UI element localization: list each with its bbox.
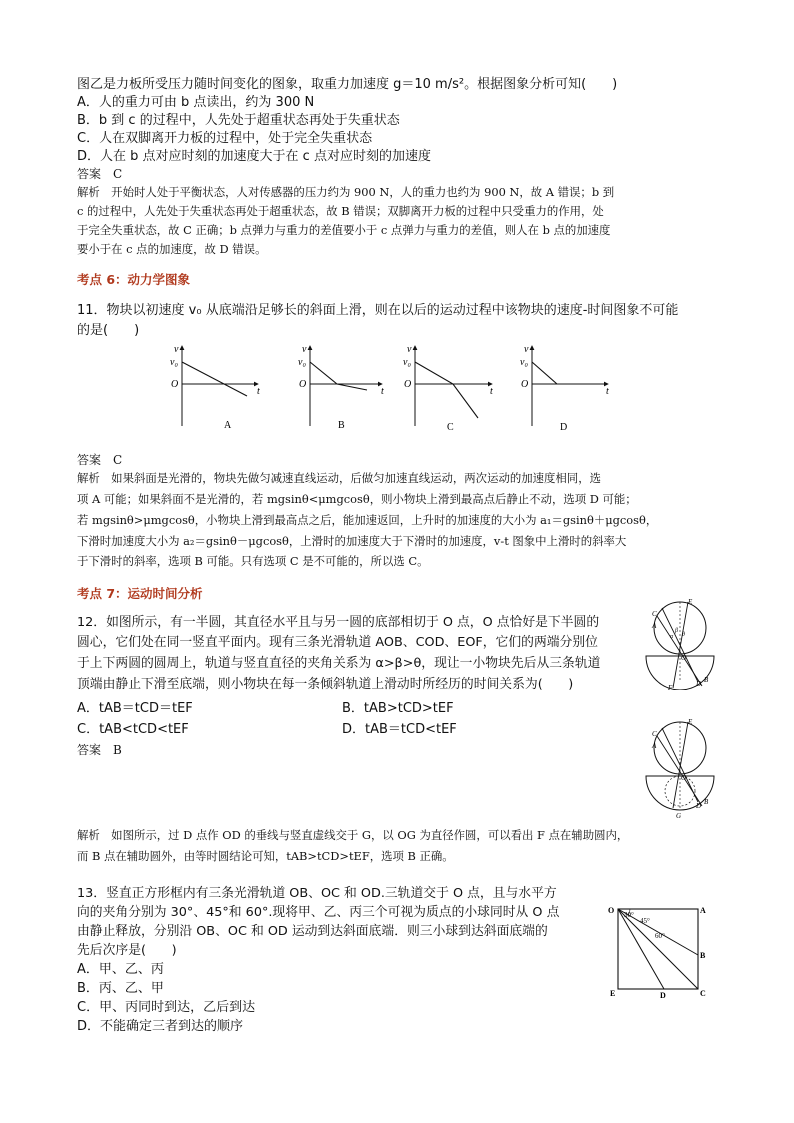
origin-label: O [299,379,307,390]
solution-line: 而 B 点在辅助圆外，由等时圆结论可知，tAB>tCD>tEF，选项 B 正确。 [77,849,454,863]
q13-option-c: C．甲、丙同时到达，乙后到达 [77,1000,256,1015]
q12-stem-line2: 圆心，它们处在同一竖直平面内。现有三条光滑轨道 AOB、COD、EOF，它们的两端分别位 [77,635,598,650]
label-beta: β [675,628,678,634]
solution-line: 解析 如果斜面是光滑的，物块先做匀减速直线运动，后做匀加速直线运动，两次运动的加速度相同，选 [77,471,601,485]
label-e: E [688,598,693,606]
solution-line: 要小于在 c 点的加速度，故 D 错误。 [77,242,267,256]
solution-line: 解析 如图所示，过 D 点作 OD 的垂线与竖直虚线交于 G，以 OG 为直径作圆，可以看出 F 点在辅助圆内， [77,828,629,842]
graph-d [520,344,609,433]
label-e: E [610,989,616,998]
graph-b [298,344,384,431]
graph-c [403,344,493,433]
v0-label: v₀ [170,357,178,368]
axis-v: v [174,344,179,355]
v0-label: v₀ [298,357,306,368]
q12-stem-line4: 顶端由静止下滑至底端，则小物块在每一条倾斜轨道上滑动时所经历的时间关系为( ) [77,677,574,692]
q11-vt-graphs [150,340,620,435]
angle-60: 60° [655,932,665,940]
q12-stem-line1: 12．如图所示，有一半圆，其直径水平且与另一圆的底部相切于 O 点，O 点恰好是下半圆的 [77,615,600,630]
q13-square-figure [602,898,717,1002]
solution-line: 解析 开始时人处于平衡状态，人对传感器的压力约为 900 N，人的重力也约为 900 N，故 A 错误；b 到 [77,185,615,199]
vt-line [532,362,580,384]
q12-answer: 答案 B [77,743,122,757]
v0-label: v₀ [520,357,528,368]
label-c: C [652,610,657,618]
axis-t: t [381,386,384,397]
vt-line [310,362,367,390]
q12-option-c: C．tAB<tCD<tEF [77,722,189,737]
q12-option-d: D．tAB＝tCD<tEF [342,722,457,737]
v0-label: v₀ [403,357,411,368]
q10-answer: 答案 C [77,167,123,181]
q13-stem-line2: 向的夹角分别为 30°、45°和 60°.现将甲、乙、丙三个可视为质点的小球同时从 O 点 [77,905,560,920]
label-alpha: α [670,634,674,640]
axis-v: v [524,344,529,355]
label-d: D [696,680,702,688]
q12-option-b: B．tAB>tCD>tEF [342,701,454,716]
label-o: O [681,774,687,782]
label-b: B [704,676,709,684]
section-heading-topic7: 考点 7：运动时间分析 [77,586,203,601]
origin-label: O [404,379,412,390]
graph-a [170,344,260,431]
solution-line: 项 A 可能；如果斜面不是光滑的，若 mgsinθ<μmgcosθ，则小物块上滑到最高点后静止不动，选项 D 可能； [77,492,637,506]
solution-line: 下滑时加速度大小为 a₂＝gsinθ－μgcosθ，上滑时的加速度大于下滑时的加速度，v-t 图象中上滑时的斜率大 [77,534,627,548]
q13-stem-line3: 由静止释放，分别沿 OB、OC 和 OD 运动到达斜面底端．则三小球到达斜面底端的 [77,924,548,939]
origin-label: O [171,379,179,390]
q11-stem-line1: 11．物块以初速度 v₀ 从底端沿足够长的斜面上滑，则在以后的运动过程中该物块的速度-时间图象不可能 [77,303,679,318]
q13-option-b: B．丙、乙、甲 [77,981,164,996]
graph-label: D [560,422,568,433]
q12-figure-top [640,598,722,690]
section-heading-topic6: 考点 6：动力学图象 [77,272,191,287]
label-b: B [704,798,709,806]
label-f: F [668,684,673,690]
label-g: G [676,812,682,820]
label-c: C [700,989,706,998]
graph-label: C [447,422,454,433]
vt-line [182,362,247,396]
label-e: E [688,718,693,726]
label-o: O [681,654,687,662]
q11-answer: 答案 C [77,453,123,467]
q12-option-a: A．tAB＝tCD＝tEF [77,701,193,716]
graph-label: A [224,420,232,431]
solution-line: 若 mgsinθ>μmgcosθ，小物块上滑到最高点之后，能加速返回，上升时的加速度的大小为 a₁＝gsinθ＋μgcosθ， [77,513,658,527]
axis-t: t [490,386,493,397]
q13-stem-line4: 先后次序是( ) [77,943,177,958]
q13-option-d: D．不能确定三者到达的顺序 [77,1019,244,1034]
angle-45: 45° [640,917,650,925]
q13-stem-line1: 13．竖直正方形框内有三条光滑轨道 OB、OC 和 OD.三轨道交于 O 点，且与水平方 [77,886,557,901]
axis-t: t [606,386,609,397]
q10-option-a: A．人的重力可由 b 点读出，约为 300 N [77,95,315,110]
q12-stem-line3: 于上下两圆的圆周上，轨道与竖直直径的夹角关系为 α>β>θ，现让一小物块先后从三条轨道 [77,656,601,671]
q10-stem: 图乙是力板所受压力随时间变化的图象，取重力加速度 g＝10 m/s²。根据图象分析可知( ) [77,77,618,92]
q10-option-c: C．人在双脚离开力板的过程中，处于完全失重状态 [77,131,373,146]
label-d: D [696,802,702,810]
q12-figure-solution [640,714,722,820]
solution-line: 于下滑时的斜率，选项 B 可能。只有选项 C 是不可能的，所以选 C。 [77,554,429,568]
q10-option-b: B．b 到 c 的过程中，人先处于超重状态再处于失重状态 [77,113,400,128]
label-b: B [700,951,706,960]
axis-v: v [407,344,412,355]
label-theta: θ [682,632,685,638]
label-a: A [700,906,706,915]
angle-30: 30° [624,911,634,919]
origin-label: O [521,379,529,390]
q11-stem-line2: 的是( ) [77,323,140,338]
axis-v: v [302,344,307,355]
label-o: O [608,906,615,915]
solution-line: c 的过程中，人先处于失重状态再处于超重状态，故 B 错误；双脚离开力板的过程中只受重力的作用，处 [77,204,604,218]
axis-t: t [257,386,260,397]
q10-option-d: D．人在 b 点对应时刻的加速度大于在 c 点对应时刻的加速度 [77,149,431,164]
vt-line [415,362,478,418]
label-c: C [652,730,657,738]
graph-label: B [338,420,345,431]
solution-line: 于完全失重状态，故 C 正确；b 点弹力与重力的差值要小于 c 点弹力与重力的差值，则人在 b 点的加速度 [77,223,611,237]
label-d: D [660,991,666,1000]
label-a: A [652,622,657,630]
label-a: A [652,742,657,750]
q13-option-a: A．甲、乙、丙 [77,962,164,977]
